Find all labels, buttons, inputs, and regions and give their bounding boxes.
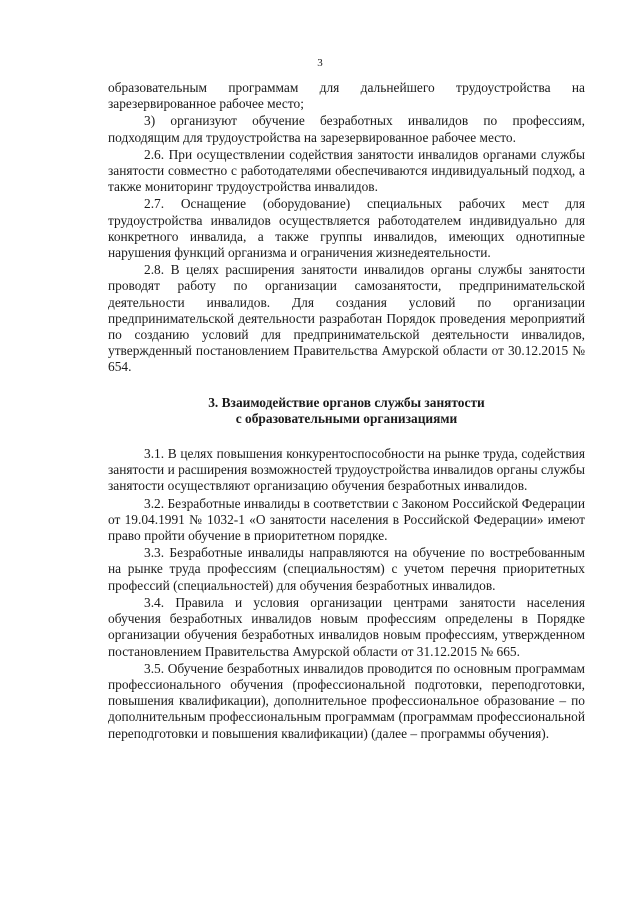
paragraph-2-8: 2.8. В целях расширения занятости инвалидов органы службы занятости проводят работу по организации самозанятости, предпринимательской деятельности инвалидов. Для создания условий по организации предпринимательской деятельности разработан Порядок проведения мероприятий по созданию условий для предпринимательской деятельности инвалидов, утвержденный постановлением Правительства Амурской области от 30.12.2015 № 654.	[108, 262, 585, 375]
paragraph-3-4: 3.4. Правила и условия организации центрами занятости населения обучения безработных инвалидов новым профессиям определены в Порядке организации обучения безработных инвалидов новым профессиям, утвержденном постановлением Правительства Амурской области от 31.12.2015 № 665.	[108, 594, 585, 659]
document-body	[108, 80, 585, 742]
section-heading-line-2: с образовательными организациями	[235, 410, 458, 426]
paragraph-3-5: 3.5. Обучение безработных инвалидов проводится по основным программам профессионального обучения (профессиональной подготовки, переподготовки, повышения квалификации), дополнительное профессиональное образование – по дополнительным профессиональным программам (программам профессиональной переподготовки и повышения квалификации) (далее – программы обучения).	[108, 660, 585, 741]
section-heading	[108, 395, 585, 427]
paragraph-2-7: 2.7. Оснащение (оборудование) специальных рабочих мест для трудоустройства инвалидов осуществляется работодателем индивидуально для конкретного инвалида, а также группы инвалидов, имеющих однотипные нарушения функций организма и ограничения жизнедеятельности.	[108, 196, 585, 261]
paragraph-3-3: 3.3. Безработные инвалиды направляются на обучение по востребованным на рынке труда профессиям (специальностям) с учетом перечня приоритетных профессий (специальностей) для обучения безработных инвалидов.	[108, 545, 585, 593]
page-number: 3	[317, 57, 323, 69]
paragraph-continuation: образовательным программам для дальнейшего трудоустройства на зарезервированное рабочее место;	[108, 80, 585, 112]
paragraph-3-1: 3.1. В целях повышения конкурентоспособности на рынке труда, содействия занятости и расширения возможностей трудоустройства инвалидов органы службы занятости осуществляют организацию обучения безработных инвалидов.	[108, 446, 585, 494]
paragraph-item-3: 3) организуют обучение безработных инвалидов по профессиям, подходящим для трудоустройства на зарезервированное рабочее место.	[108, 113, 585, 145]
section-heading-line-1: 3. Взаимодействие органов службы занятости	[208, 394, 485, 410]
paragraph-3-2: 3.2. Безработные инвалиды в соответствии с Законом Российской Федерации от 19.04.1991 № 1032-1 «О занятости населения в Российской Федерации» имеют право пройти обучение в приоритетном порядке.	[108, 495, 585, 544]
paragraph-2-6: 2.6. При осуществлении содействия занятости инвалидов органами службы занятости совместно с работодателями обеспечиваются индивидуальный подход, а также мониторинг трудоустройства инвалидов.	[108, 146, 585, 195]
